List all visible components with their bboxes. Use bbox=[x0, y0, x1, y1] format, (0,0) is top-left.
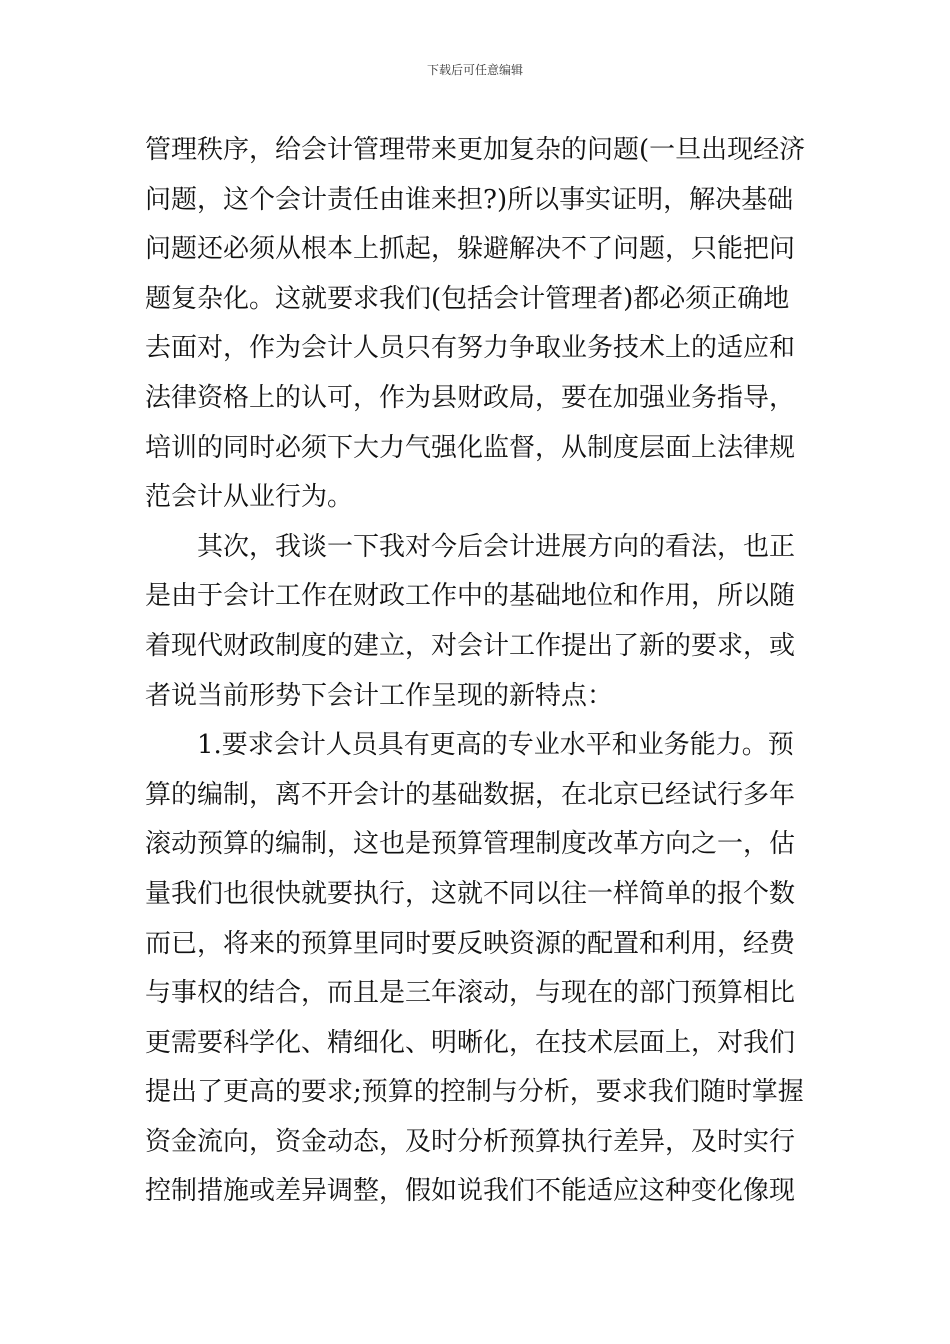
document-body bbox=[145, 126, 805, 1217]
text-line: 与事权的结合，而且是三年滚动，与现在的部门预算相比 bbox=[145, 978, 796, 1009]
paragraph-first-line: 1.要求会计人员具有更高的专业水平和业务能力。预 bbox=[197, 730, 794, 761]
text-line: 算的编制，离不开会计的基础数据，在北京已经试行多年 bbox=[145, 779, 796, 810]
text-line: 去面对，作为会计人员只有努力争取业务技术上的适应和 bbox=[145, 333, 796, 364]
text-line: 培训的同时必须下大力气强化监督，从制度层面上法律规 bbox=[145, 432, 796, 463]
text-line: 问题，这个会计责任由谁来担?)所以事实证明，解决基础 bbox=[145, 184, 794, 215]
text-line: 而已，将来的预算里同时要反映资源的配置和利用，经费 bbox=[145, 928, 796, 959]
text-line: 题复杂化。这就要求我们(包括会计管理者)都必须正确地 bbox=[145, 283, 790, 314]
text-line: 控制措施或差异调整，假如说我们不能适应这种变化像现 bbox=[145, 1176, 796, 1207]
text-line: 着现代财政制度的建立，对会计工作提出了新的要求，或 bbox=[145, 630, 796, 661]
text-line: 管理秩序，给会计管理带来更加复杂的问题(一旦出现经济 bbox=[145, 135, 805, 165]
text-line: 资金流向，资金动态，及时分析预算执行差异，及时实行 bbox=[145, 1126, 796, 1157]
text-line: 量我们也很快就要执行，这就不同以往一样简单的报个数 bbox=[145, 878, 796, 909]
text-line: 法律资格上的认可，作为县财政局，要在加强业务指导， bbox=[145, 382, 796, 413]
text-line: 更需要科学化、精细化、明晰化，在技术层面上，对我们 bbox=[145, 1027, 796, 1058]
paragraph-first-line: 其次，我谈一下我对今后会计进展方向的看法，也正 bbox=[197, 531, 796, 562]
text-line: 问题还必须从根本上抓起，躲避解决不了问题，只能把问 bbox=[145, 234, 796, 265]
page-header: 下载后可任意编辑 bbox=[426, 63, 523, 77]
text-line: 者说当前形势下会计工作呈现的新特点： bbox=[145, 680, 614, 711]
text-line: 提出了更高的要求;预算的控制与分析，要求我们随时掌握 bbox=[145, 1077, 804, 1108]
text-line: 滚动预算的编制，这也是预算管理制度改革方向之一，估 bbox=[145, 829, 796, 860]
text-line: 范会计从业行为。 bbox=[145, 482, 354, 513]
text-line: 是由于会计工作在财政工作中的基础地位和作用，所以随 bbox=[145, 581, 796, 612]
